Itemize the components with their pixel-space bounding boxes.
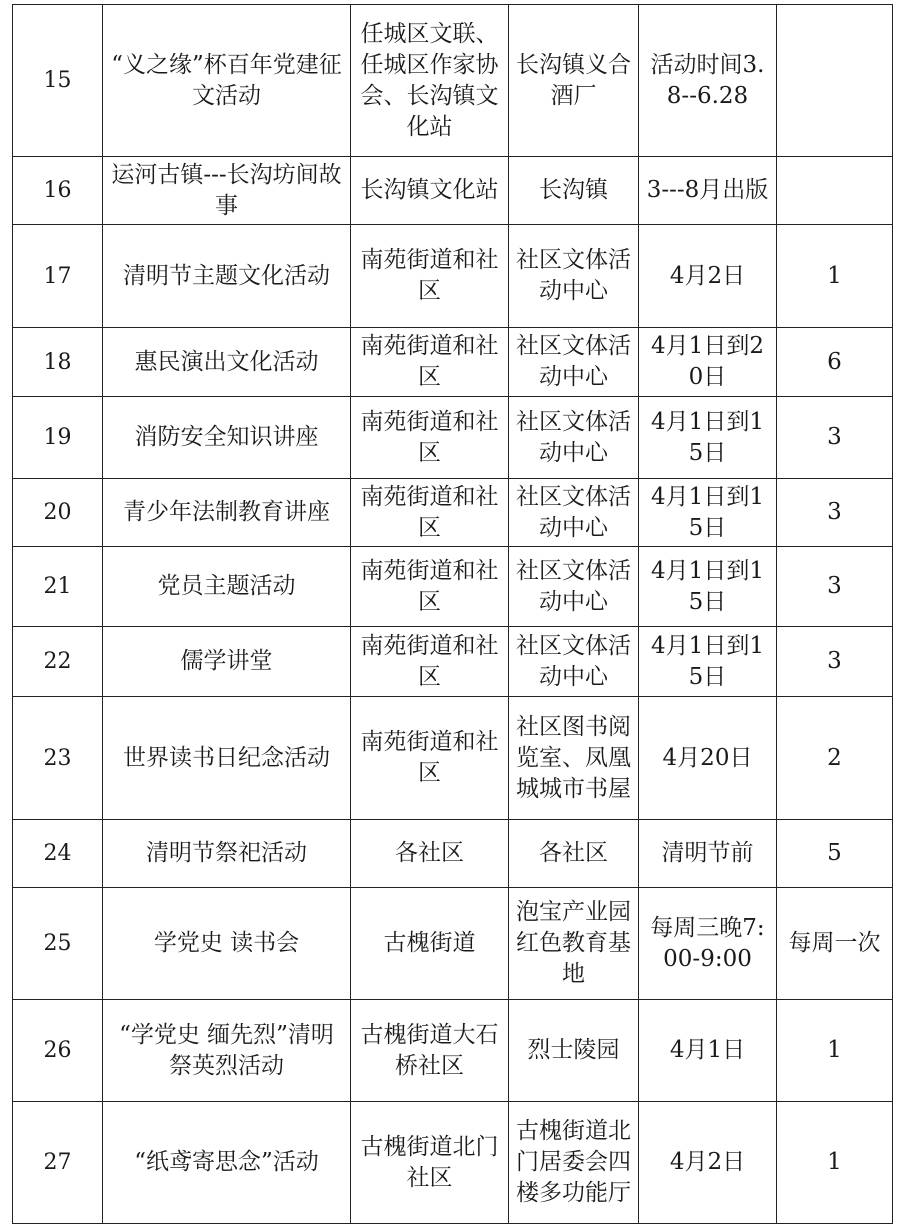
activity-name: 消防安全知识讲座 [103,397,351,479]
row-number: 15 [13,5,103,157]
row-number: 25 [13,888,103,1000]
organizer: 各社区 [351,820,509,888]
activity-table [12,4,893,1224]
organizer: 古槐街道北门社区 [351,1102,509,1224]
activity-name: 运河古镇---长沟坊间故事 [103,157,351,225]
activity-name: 学党史 读书会 [103,888,351,1000]
row-number: 23 [13,697,103,820]
time: 4月1日到15日 [639,479,777,547]
location: 社区文体活动中心 [509,479,639,547]
time: 3---8月出版 [639,157,777,225]
activity-name: 清明节祭祀活动 [103,820,351,888]
row-number: 16 [13,157,103,225]
location: 社区文体活动中心 [509,328,639,397]
organizer: 南苑街道和社区 [351,479,509,547]
table-row [13,5,893,157]
table-row [13,157,893,225]
location: 社区文体活动中心 [509,627,639,697]
time: 清明节前 [639,820,777,888]
time: 4月1日到20日 [639,328,777,397]
table-row [13,1102,893,1224]
table-row [13,627,893,697]
row-number: 22 [13,627,103,697]
count: 3 [777,627,893,697]
time: 活动时间3.8--6.28 [639,5,777,157]
count: 3 [777,479,893,547]
count: 5 [777,820,893,888]
row-number: 21 [13,547,103,627]
organizer: 长沟镇文化站 [351,157,509,225]
time: 每周三晚7:00-9:00 [639,888,777,1000]
organizer: 古槐街道大石桥社区 [351,1000,509,1102]
table-row [13,479,893,547]
time: 4月1日 [639,1000,777,1102]
table-row [13,697,893,820]
organizer: 南苑街道和社区 [351,328,509,397]
table-row [13,328,893,397]
activity-name: 惠民演出文化活动 [103,328,351,397]
location: 社区文体活动中心 [509,397,639,479]
location: 长沟镇义合酒厂 [509,5,639,157]
row-number: 18 [13,328,103,397]
location: 古槐街道北门居委会四楼多功能厅 [509,1102,639,1224]
organizer: 南苑街道和社区 [351,547,509,627]
count: 2 [777,697,893,820]
table-row [13,820,893,888]
table-row [13,225,893,328]
count [777,5,893,157]
count: 每周一次 [777,888,893,1000]
organizer: 古槐街道 [351,888,509,1000]
location: 长沟镇 [509,157,639,225]
activity-name: 清明节主题文化活动 [103,225,351,328]
count: 1 [777,1102,893,1224]
activity-name: 儒学讲堂 [103,627,351,697]
time: 4月1日到15日 [639,397,777,479]
count: 1 [777,225,893,328]
organizer: 南苑街道和社区 [351,225,509,328]
count: 6 [777,328,893,397]
location: 社区文体活动中心 [509,225,639,328]
row-number: 27 [13,1102,103,1224]
organizer: 南苑街道和社区 [351,627,509,697]
organizer: 任城区文联、任城区作家协会、长沟镇文化站 [351,5,509,157]
count: 1 [777,1000,893,1102]
activity-name: 党员主题活动 [103,547,351,627]
time: 4月2日 [639,1102,777,1224]
activity-name: “学党史 缅先烈”清明祭英烈活动 [103,1000,351,1102]
time: 4月20日 [639,697,777,820]
activity-name: 世界读书日纪念活动 [103,697,351,820]
row-number: 24 [13,820,103,888]
organizer: 南苑街道和社区 [351,397,509,479]
row-number: 19 [13,397,103,479]
table-row [13,397,893,479]
location: 各社区 [509,820,639,888]
time: 4月1日到15日 [639,547,777,627]
table-row [13,547,893,627]
activity-name: “纸鸢寄思念”活动 [103,1102,351,1224]
activity-name: “义之缘”杯百年党建征文活动 [103,5,351,157]
time: 4月1日到15日 [639,627,777,697]
row-number: 17 [13,225,103,328]
location: 烈士陵园 [509,1000,639,1102]
organizer: 南苑街道和社区 [351,697,509,820]
row-number: 26 [13,1000,103,1102]
row-number: 20 [13,479,103,547]
count: 3 [777,547,893,627]
location: 泡宝产业园红色教育基地 [509,888,639,1000]
table-row [13,888,893,1000]
table-row [13,1000,893,1102]
activity-name: 青少年法制教育讲座 [103,479,351,547]
time: 4月2日 [639,225,777,328]
location: 社区图书阅览室、凤凰城城市书屋 [509,697,639,820]
count [777,157,893,225]
location: 社区文体活动中心 [509,547,639,627]
count: 3 [777,397,893,479]
